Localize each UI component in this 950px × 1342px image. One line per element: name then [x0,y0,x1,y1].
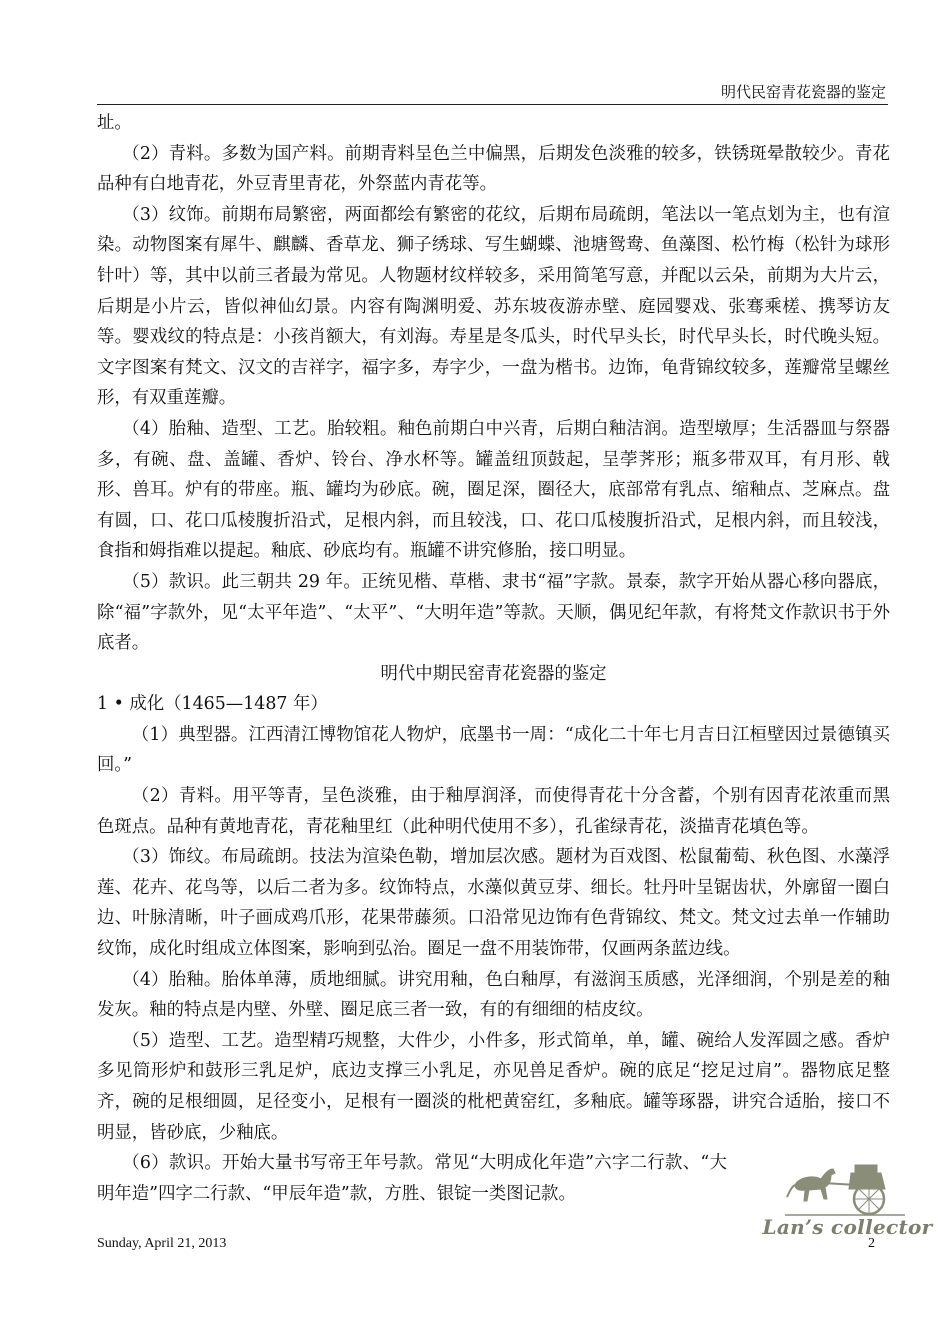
footer-date: Sunday, April 21, 2013 [97,1236,227,1251]
paragraph: （4）胎釉。胎体单薄，质地细腻。讲究用釉，色白釉厚，有滋润玉质感，光泽细润，个别是差的釉发灰。釉的特点是内壁、外壁、圈足底三者一致，有的有细细的桔皮纹。 [97,969,890,1021]
section-title: 明代中期民窑青花瓷器的鉴定 [380,663,607,684]
horse-carriage-icon [785,1155,905,1217]
header-title: 明代民窑青花瓷器的鉴定 [720,83,886,101]
page-number: 2 [868,1236,875,1251]
paragraph: （5）款识。此三朝共 29 年。正统见楷、草楷、隶书“福”字款。景泰，款字开始从器心移向器底，除“福”字款外，见“太平年造”、“太平”、“大明年造”等款。天顺，偶见纪年款，有将梵文作款识书于外底者。 [97,571,890,654]
paragraph: （1）典型器。江西清江博物馆花人物炉，底墨书一周：“成化二十年七月吉日江桓壁因过景德镇买回。” [97,724,890,776]
paragraph: （6）款识。开始大量书写帝王年号款。常见“大明成化年造”六字二行款、“大明年造”四字二行款、“甲辰年造”款，方胜、银锭一类图记款。 [97,1153,727,1204]
paragraph: （3）饰纹。布局疏朗。技法为渲染色勒，增加层次感。题材为百戏图、松鼠葡萄、秋色图、水藻浮莲、花卉、花鸟等，以后二者为多。纹饰特点，水藻似黄豆芽、细长。牡丹叶呈锯齿状，外廓留一圈白边、叶脉清晰，叶子画成鸡爪形，花果带藤须。口沿常见边饰有色背锦纹、梵文。梵文过去单一作辅助纹饰，成化时组成立体图案，影响到弘治。圈足一盘不用装饰带，仅画两条蓝边线。 [97,847,890,960]
paragraph: （2）青料。用平等青，呈色淡雅，由于釉厚润泽，而使得青花十分含蓄，个别有因青花浓重而黑色斑点。品种有黄地青花，青花釉里红（此种明代使用不多），孔雀绿青花，淡描青花填色等。 [97,786,890,837]
paragraph: （5）造型、工艺。造型精巧规整，大件少，小件多，形式简单，单，罐、碗给人发浑圆之感。香炉多见筒形炉和鼓形三乳足炉，底边支撑三小乳足，亦见兽足香炉。碗的底足“挖足过肩”。器物底足整齐，碗的足根细圆，足径变小，足根有一圈淡的枇杷黄窑红，多釉底。罐等琢器，讲究合适胎，接口不明显，皆砂底，少釉底。 [97,1030,890,1143]
paragraph: 址。 [97,113,132,133]
page-header [97,80,888,105]
paragraph: （2）青料。多数为国产料。前期青料呈色兰中偏黑，后期发色淡雅的较多，铁锈斑晕散较少。青花品种有白地青花，外豆青里青花，外祭蓝内青花等。 [97,143,890,195]
paragraph: （4）胎釉、造型、工艺。胎较粗。釉色前期白中兴青，后期白釉洁润。造型墩厚；生活器皿与祭器多，有碗、盘、盖罐、香炉、铃台、净水杯等。罐盖纽顶鼓起，呈荸荠形；瓶多带双耳，有月形、戟形、兽耳。炉有的带座。瓶、罐均为砂底。碗，圈足深，圈径大，底部常有乳点、缩釉点、芝麻点。盘有圆，口、花口瓜棱腹折沿式，足根内斜，而且较浅，口、花口瓜棱腹折沿式，足根内斜，而且较浅，食指和姆指难以提起。釉底、砂底均有。瓶罐不讲究修胎，接口明显。 [97,418,890,562]
logo-text: Lan’s collector [762,1215,933,1239]
paragraph: （3）纹饰。前期布局繁密，两面都绘有繁密的花纹，后期布局疏朗，笔法以一笔点划为主，也有渲染。动物图案有犀牛、麒麟、香草龙、狮子绣球、写生蝴蝶、池塘鸳鸯、鱼藻图、松竹梅（松针为球形针叶）等，其中以前三者最为常见。人物题材纹样较多，采用简笔写意，并配以云朵，前期为大片云，后期是小片云，皆似神仙幻景。内容有陶渊明爱、苏东坡夜游赤壁、庭园婴戏、张骞乘槎、携琴访友等。婴戏纹的特点是：小孩肖额大，有刘海。寿星是冬瓜头，时代早头长，时代早头长，时代晚头短。文字图案有梵文、汉文的吉祥字，福字多，寿字少，一盘为楷书。边饰，龟背锦纹较多，莲瓣常呈螺丝形，有双重莲瓣。 [97,204,890,409]
collector-logo [745,1155,950,1245]
subheading: 1 • 成化（1465—1487 年） [97,694,328,715]
document-body [97,108,890,1209]
